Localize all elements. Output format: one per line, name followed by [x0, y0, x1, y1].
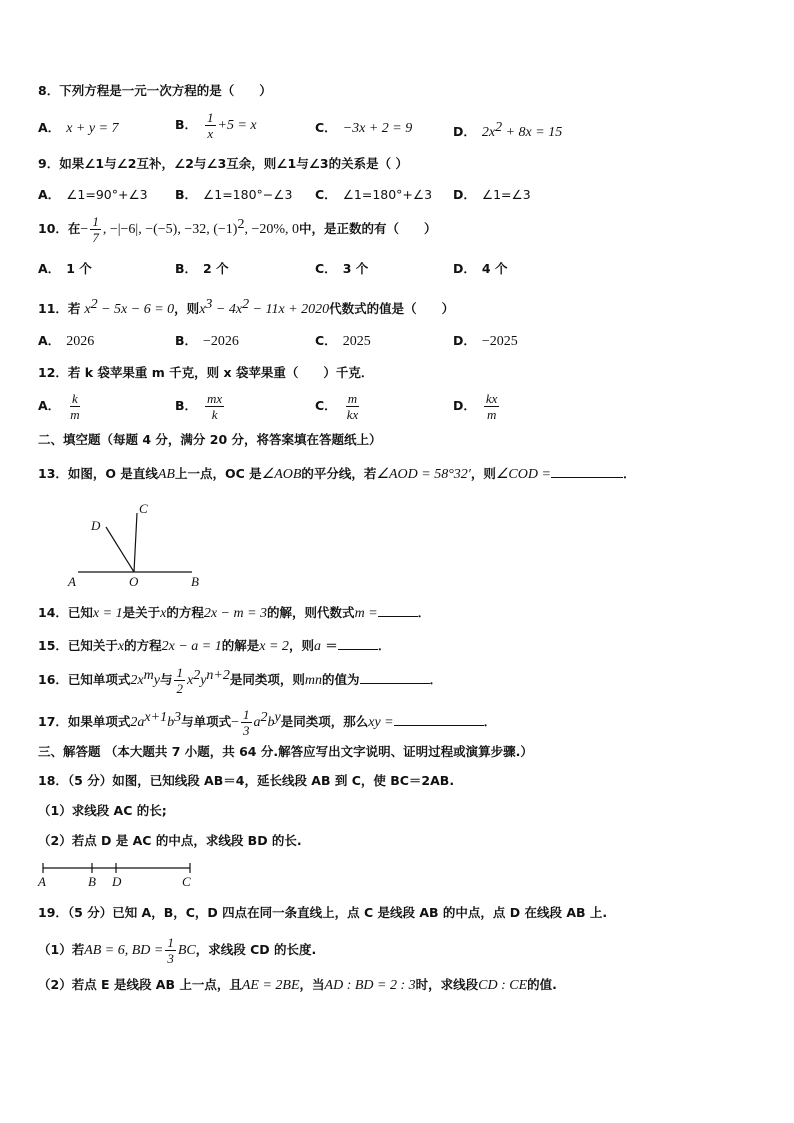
ray-od	[106, 527, 134, 572]
q19-part-1: （1）若AB = 6, BD = $\frac{1}{3}$ BC，求线段 CD 的长度.	[38, 935, 317, 966]
q11-option-b: B． −2026	[175, 333, 239, 349]
q15-stem: 15．已知关于x的方程2x − a = 1的解是x = 2，则a ＝ ．	[38, 635, 390, 656]
q12-option-a: A． $\frac{k}{m}$	[38, 391, 80, 422]
q11-option-d: D． −2025	[453, 333, 518, 349]
q12-option-b: B． $\frac{mx}{k}$	[175, 391, 223, 422]
q12-stem: 12．若 k 袋苹果重 m 千克，则 x 袋苹果重（ ）千克．	[38, 365, 374, 380]
q12-option-c: C． $\frac{m}{kx}$	[315, 391, 359, 422]
q8-option-b: B． $\frac{1}{x}$ +5 = x	[175, 110, 257, 141]
point-b-label: B	[191, 574, 199, 589]
q9-option-c: C． ∠1=180°+∠3	[315, 187, 433, 202]
q10-option-c: C． 3 个	[315, 261, 369, 276]
q11-option-c: C． 2025	[315, 333, 371, 349]
q19-part-2: （2）若点 E 是线段 AB 上一点，且AE = 2BE，当AD : BD = 2 : 3时，求线段CD : CE的值.	[38, 977, 557, 993]
q10-option-b: B． 2 个	[175, 261, 229, 276]
point-c-label: C	[182, 874, 191, 889]
q9-option-d: D． ∠1=∠3	[453, 187, 531, 202]
q11-option-a: A． 2026	[38, 333, 95, 349]
point-a-label: A	[68, 574, 76, 589]
q13-stem: 13．如图，O 是直线AB上一点，OC 是∠AOB的平分线，若∠AOD = 58°32′，则∠COD = ．	[38, 463, 635, 484]
q14-answer-blank	[378, 602, 418, 617]
q12-option-d: D． $\frac{kx}{m}$	[453, 391, 498, 422]
q13-answer-blank	[551, 463, 623, 478]
q10-stem: 10．在− $\frac{1}{7}$ , −|−6|, −(−5), −32, $(-1)^2$, −20%, 0中，是正数的有（ ）	[38, 214, 437, 245]
q13-angle-figure	[60, 495, 210, 590]
q8-option-a: A． x + y = 7	[38, 120, 119, 136]
q14-stem: 14．已知x = 1是关于x的方程2x − m = 3的解，则代数式m = ．	[38, 602, 430, 623]
q17-stem: 17．如果单项式$2a^{x+1}b^3$与单项式− $\frac{1}{3}$ $a^2b^y$是同类项，那么xy = ．	[38, 707, 497, 738]
ray-oc	[134, 513, 137, 572]
q8-stem: 8．下列方程是一元一次方程的是（ ）	[38, 83, 272, 98]
q9-option-a: A． ∠1=90°+∠3	[38, 187, 148, 202]
q16-answer-blank	[360, 669, 430, 684]
q8-option-d: D． $2x^2 + 8x = 15$	[453, 120, 563, 141]
q15-answer-blank	[338, 635, 378, 650]
q19-stem: 19．（5 分）已知 A，B，C，D 四点在同一条直线上，点 C 是线段 AB 的中点，点 D 在线段 AB 上.	[38, 905, 608, 920]
q10-option-d: D． 4 个	[453, 261, 508, 276]
point-c-label: C	[139, 501, 148, 516]
q11-stem: 11．若 $x^2 - 5x - 6 = 0$，则$x^3 - 4x^2 - 11x + 2020$代数式的值是（ ）	[38, 297, 455, 318]
q10-option-a: A． 1 个	[38, 261, 92, 276]
q9-option-b: B． ∠1=180°−∠3	[175, 187, 293, 202]
point-b-label: B	[88, 874, 96, 889]
q8-option-c: C． −3x + 2 = 9	[315, 120, 413, 136]
q18-stem: 18．（5 分）如图，已知线段 AB＝4，延长线段 AB 到 C，使 BC＝2AB.	[38, 773, 455, 788]
point-a-label: A	[38, 874, 46, 889]
point-o-label: O	[129, 574, 139, 589]
q9-stem: 9．如果∠1与∠2互补，∠2与∠3互余，则∠1与∠3的关系是（ ）	[38, 156, 408, 171]
section-2-heading: 二、填空题（每题 4 分，满分 20 分，将答案填在答题纸上）	[38, 432, 382, 447]
section-3-heading: 三、解答题 （本大题共 7 小题，共 64 分.解答应写出文字说明、证明过程或演算步骤.）	[38, 744, 533, 759]
point-d-label: D	[112, 874, 122, 889]
q16-stem: 16．已知单项式$2x^my$与 $\frac{1}{2}$ $x^2y^{n+2}$是同类项，则mn的值为 ．	[38, 665, 443, 696]
q18-segment-figure	[30, 858, 210, 892]
q18-part-1: （1）求线段 AC 的长;	[38, 803, 167, 818]
q17-answer-blank	[394, 711, 484, 726]
q18-part-2: （2）若点 D 是 AC 的中点，求线段 BD 的长.	[38, 833, 302, 848]
point-d-label: D	[91, 518, 101, 533]
